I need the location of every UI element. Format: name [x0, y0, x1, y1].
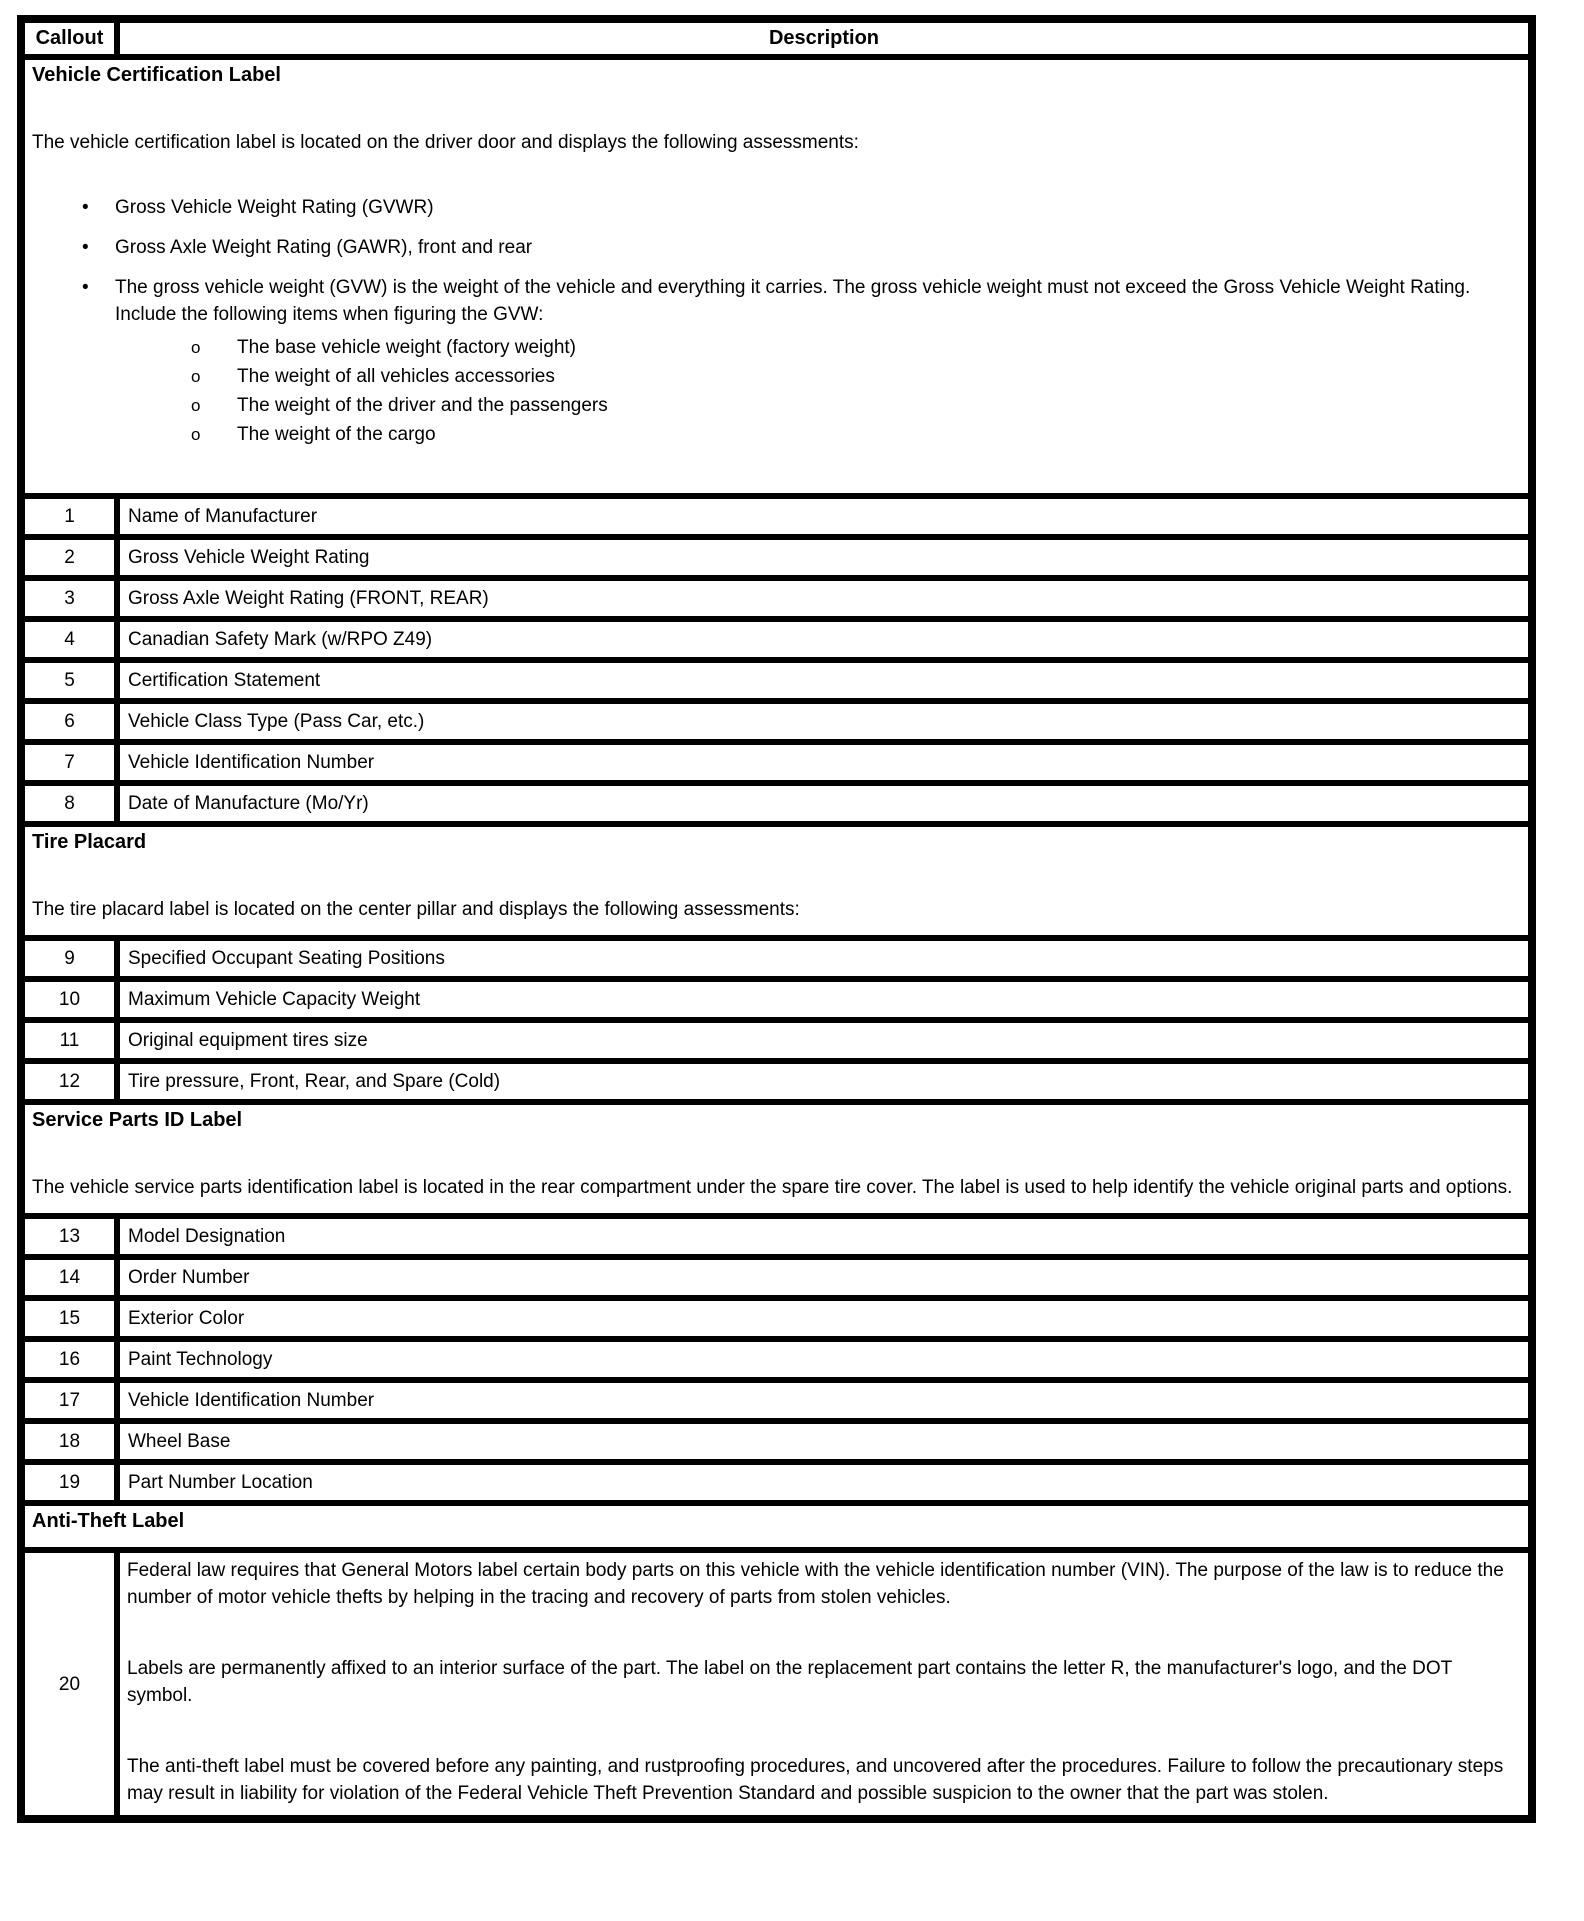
- description-cell: Model Designation: [117, 1216, 1531, 1257]
- description-cell: Vehicle Class Type (Pass Car, etc.): [117, 701, 1531, 742]
- table-row: [22, 1339, 1531, 1380]
- callout-cell: 17: [22, 1380, 117, 1421]
- callout-cell: 15: [22, 1298, 117, 1339]
- section-title-vehicle-certification: Vehicle Certification Label: [32, 64, 281, 86]
- callout-cell: 13: [22, 1216, 117, 1257]
- section-row-service-parts: [22, 1102, 1531, 1216]
- callout-cell: 8: [22, 783, 117, 824]
- sub-bullet-item: o The base vehicle weight (factory weight): [237, 334, 1518, 361]
- description-cell: Tire pressure, Front, Rear, and Spare (Cold): [117, 1061, 1531, 1102]
- description-cell: Paint Technology: [117, 1339, 1531, 1380]
- callout-cell: 14: [22, 1257, 117, 1298]
- section-intro-vehicle-certification: The vehicle certification label is located on the driver door and displays the following assessments:: [32, 132, 859, 153]
- table-row: [22, 742, 1531, 783]
- table-row: [22, 1061, 1531, 1102]
- table-row: [22, 1380, 1531, 1421]
- callout-cell: 4: [22, 619, 117, 660]
- description-cell: Specified Occupant Seating Positions: [117, 938, 1531, 979]
- description-cell: Original equipment tires size: [117, 1020, 1531, 1061]
- section-row-tire-placard: [22, 824, 1531, 938]
- callout-cell: 12: [22, 1061, 117, 1102]
- description-cell: Vehicle Identification Number: [117, 1380, 1531, 1421]
- callout-cell: 9: [22, 938, 117, 979]
- bullet-item: • Gross Axle Weight Rating (GAWR), front and rear: [115, 234, 1518, 261]
- description-cell: Date of Manufacture (Mo/Yr): [117, 783, 1531, 824]
- description-cell: Gross Axle Weight Rating (FRONT, REAR): [117, 578, 1531, 619]
- document-page: [0, 15, 1584, 1921]
- bullet-item-text: The gross vehicle weight (GVW) is the weight of the vehicle and everything it carries. The gross vehicle weight must not exceed the Gross Vehicle Weight Rating. Include the following items when figuring the GVW:: [115, 277, 1471, 325]
- sub-bullet-item: o The weight of the cargo: [237, 421, 1518, 448]
- callout-cell: 20: [22, 1550, 117, 1818]
- section-title-anti-theft: Anti-Theft Label: [32, 1510, 185, 1532]
- section-cell-vehicle-certification: [22, 57, 1531, 496]
- callout-cell: 2: [22, 537, 117, 578]
- callout-cell: 1: [22, 496, 117, 537]
- callout-description-table: [17, 15, 1536, 1823]
- callout-cell: 19: [22, 1462, 117, 1503]
- description-cell: [117, 1550, 1531, 1818]
- table-row: [22, 1462, 1531, 1503]
- description-cell: Wheel Base: [117, 1421, 1531, 1462]
- section-cell-anti-theft: [22, 1503, 1531, 1550]
- description-cell: Order Number: [117, 1257, 1531, 1298]
- table-row: [22, 1550, 1531, 1818]
- description-column-header: Description: [117, 20, 1531, 57]
- callout-cell: 11: [22, 1020, 117, 1061]
- section-intro-service-parts: The vehicle service parts identification label is located in the rear compartment under the spare tire cover. The label is used to help identify the vehicle original parts and options.: [32, 1177, 1513, 1198]
- description-cell: Certification Statement: [117, 660, 1531, 701]
- callout-cell: 16: [22, 1339, 117, 1380]
- description-cell: Gross Vehicle Weight Rating: [117, 537, 1531, 578]
- table-row: [22, 1257, 1531, 1298]
- callout-cell: 3: [22, 578, 117, 619]
- table-row: [22, 578, 1531, 619]
- description-cell: Exterior Color: [117, 1298, 1531, 1339]
- description-cell: Vehicle Identification Number: [117, 742, 1531, 783]
- anti-theft-paragraph: Federal law requires that General Motors label certain body parts on this vehicle with the vehicle identification number (VIN). The purpose of the law is to reduce the number of motor vehicle thefts by helping in the tracing and recovery of parts from stolen vehicles.: [127, 1560, 1504, 1608]
- table-row: [22, 537, 1531, 578]
- table-row: [22, 701, 1531, 742]
- table-row: [22, 619, 1531, 660]
- table-row: [22, 938, 1531, 979]
- bullet-item: • Gross Vehicle Weight Rating (GVWR): [115, 194, 1518, 221]
- table-row: [22, 783, 1531, 824]
- section-title-service-parts: Service Parts ID Label: [32, 1109, 243, 1131]
- table-row: [22, 1421, 1531, 1462]
- section-row-vehicle-certification: [22, 57, 1531, 496]
- bullet-item: [115, 274, 1518, 448]
- section-row-anti-theft: [22, 1503, 1531, 1550]
- callout-cell: 7: [22, 742, 117, 783]
- table-row: [22, 660, 1531, 701]
- callout-cell: 18: [22, 1421, 117, 1462]
- callout-cell: 6: [22, 701, 117, 742]
- callout-cell: 5: [22, 660, 117, 701]
- description-cell: Name of Manufacturer: [117, 496, 1531, 537]
- section-intro-tire-placard: The tire placard label is located on the center pillar and displays the following assessments:: [32, 899, 800, 920]
- sub-bullet-list: [115, 334, 1518, 448]
- anti-theft-paragraph: The anti-theft label must be covered before any painting, and rustproofing procedures, and uncovered after the procedures. Failure to follow the precautionary steps may result in liability for violation of the Federal Vehicle Theft Prevention Standard and possible suspicion to the owner that the part was stolen.: [127, 1756, 1504, 1804]
- description-cell: Maximum Vehicle Capacity Weight: [117, 979, 1531, 1020]
- description-cell: Canadian Safety Mark (w/RPO Z49): [117, 619, 1531, 660]
- table-row: [22, 979, 1531, 1020]
- description-cell: Part Number Location: [117, 1462, 1531, 1503]
- table-row: [22, 496, 1531, 537]
- sub-bullet-item: o The weight of the driver and the passengers: [237, 392, 1518, 419]
- section-cell-service-parts: [22, 1102, 1531, 1216]
- sub-bullet-item: o The weight of all vehicles accessories: [237, 363, 1518, 390]
- section-title-tire-placard: Tire Placard: [32, 831, 147, 853]
- anti-theft-paragraph: Labels are permanently affixed to an interior surface of the part. The label on the replacement part contains the letter R, the manufacturer's logo, and the DOT symbol.: [127, 1658, 1452, 1706]
- callout-column-header: Callout: [22, 20, 117, 57]
- bullet-list: [32, 194, 1518, 448]
- table-header-row: [22, 20, 1531, 57]
- table-row: [22, 1298, 1531, 1339]
- table-row: [22, 1216, 1531, 1257]
- section-cell-tire-placard: [22, 824, 1531, 938]
- table-row: [22, 1020, 1531, 1061]
- callout-cell: 10: [22, 979, 117, 1020]
